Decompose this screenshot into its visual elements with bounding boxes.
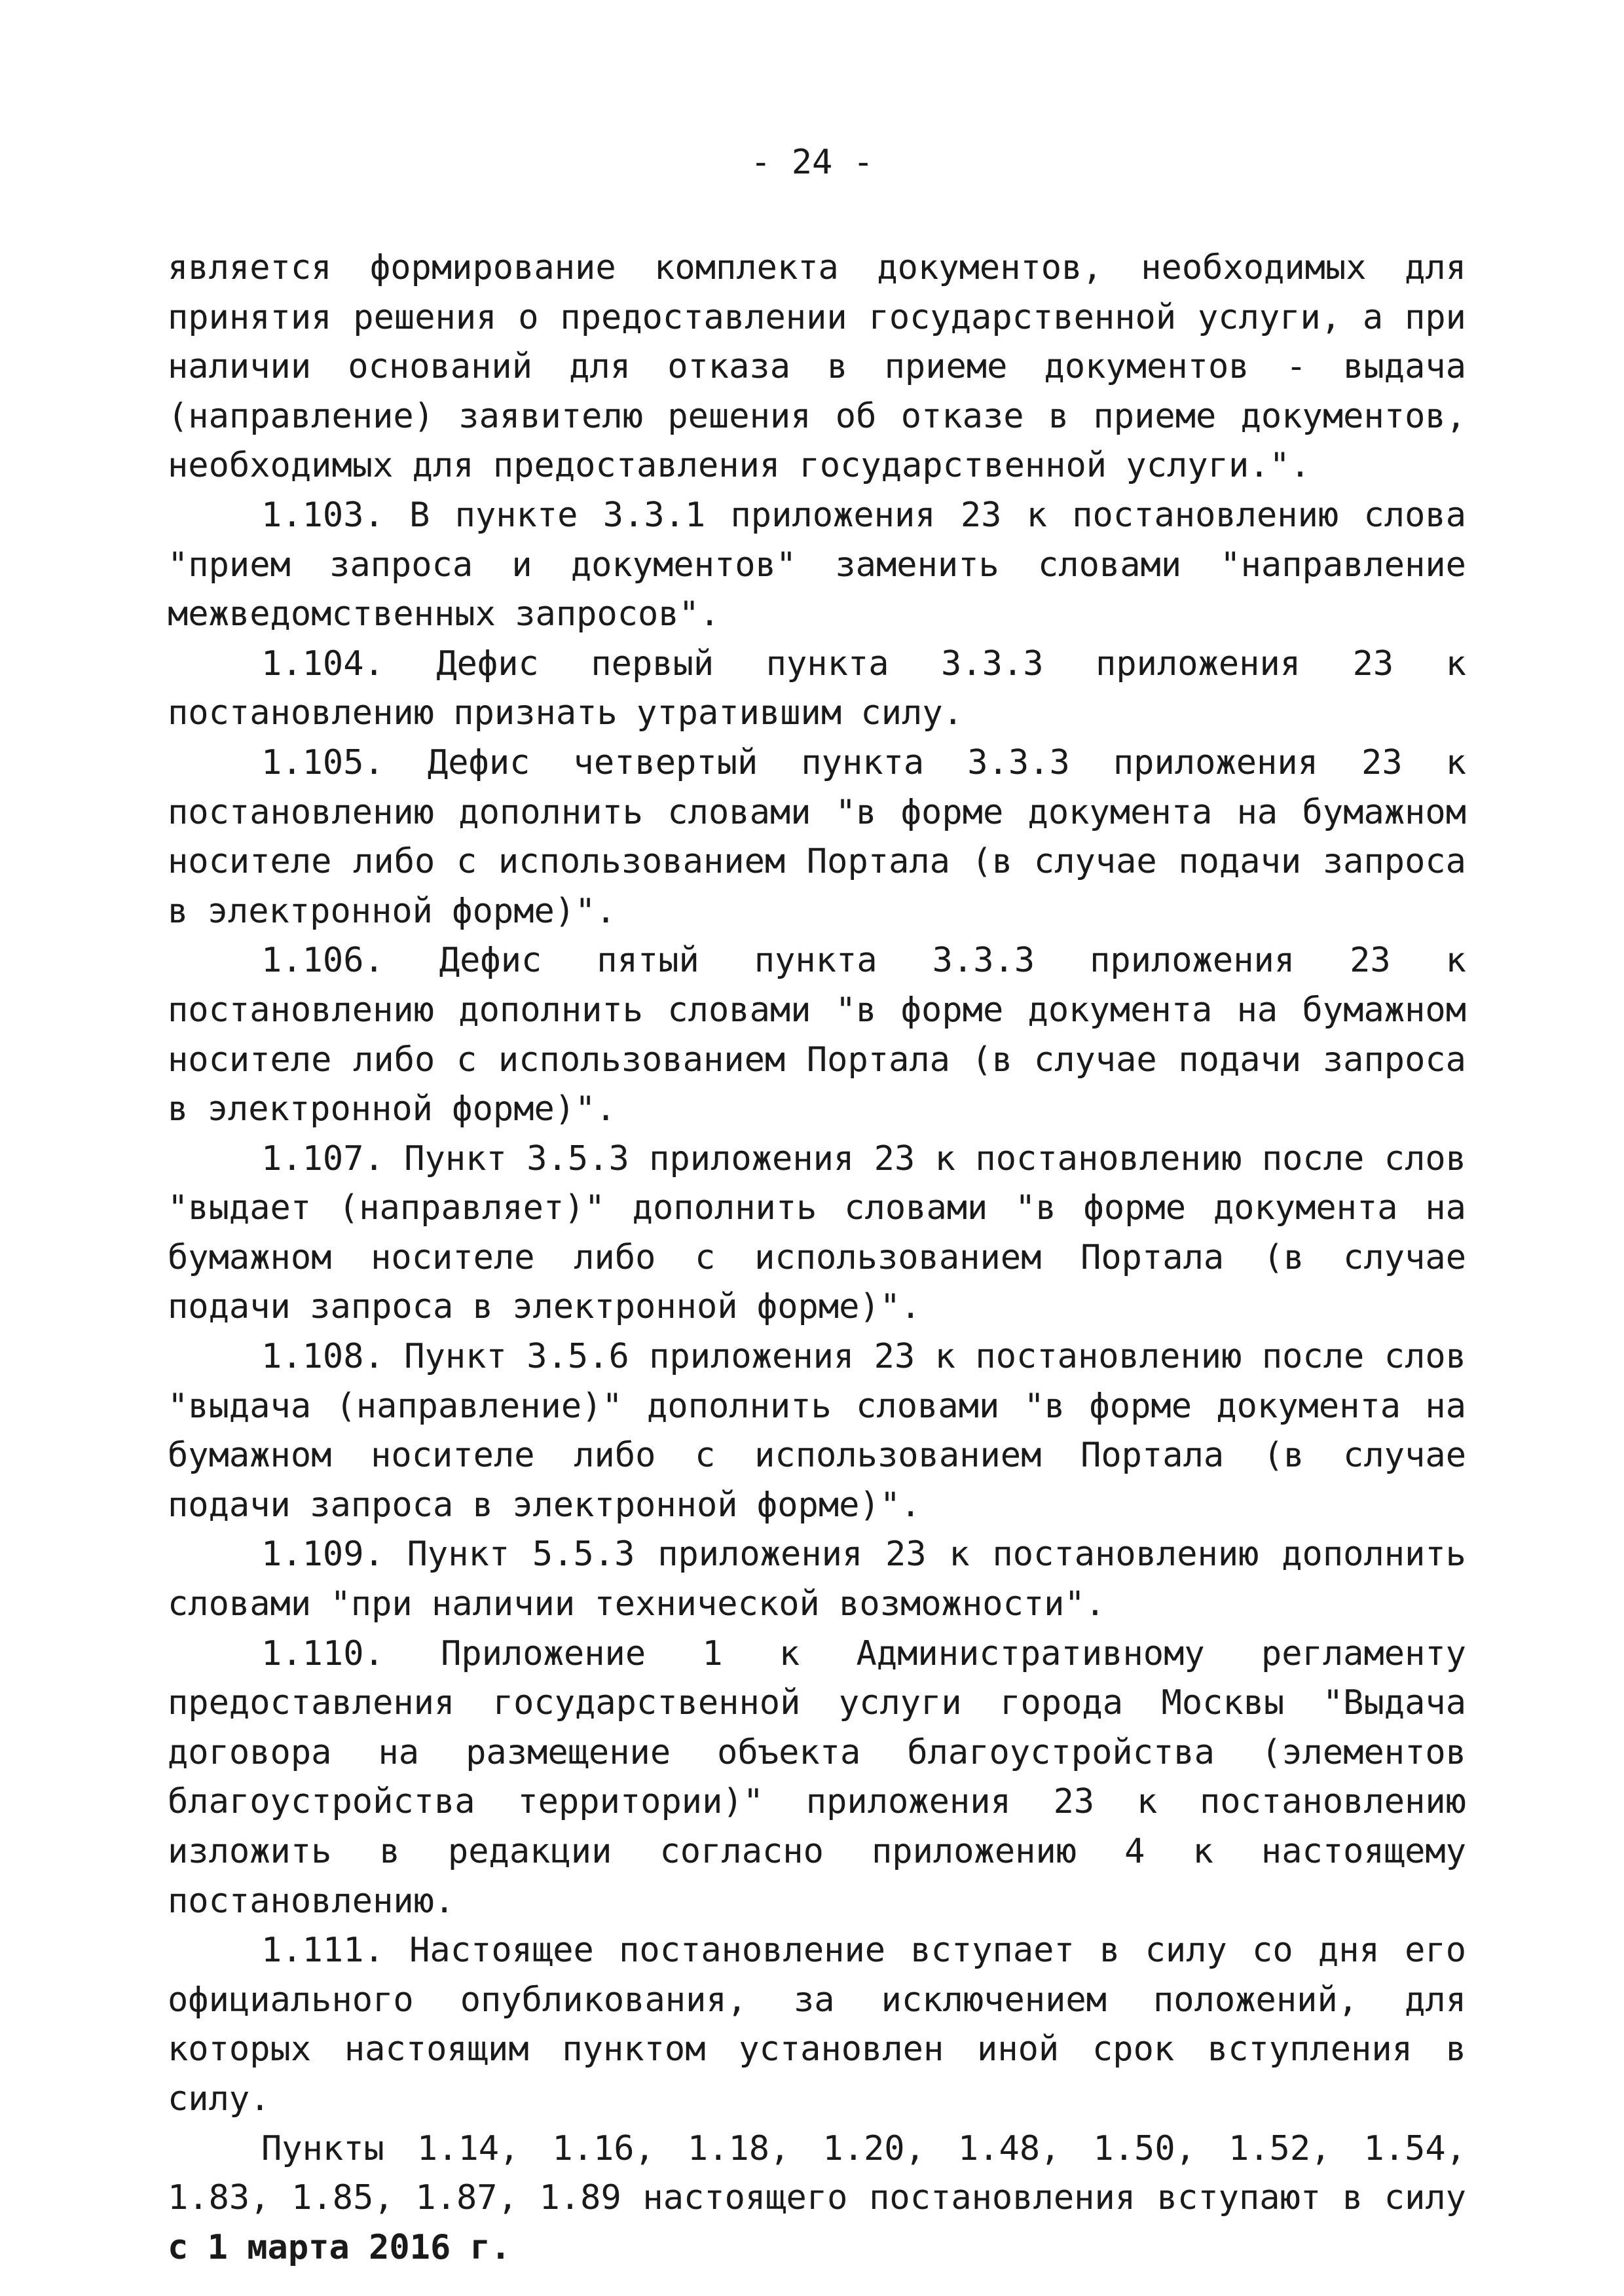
paragraph-1-106: 1.106. Дефис пятый пункта 3.3.3 приложения 23 к постановлению дополнить словами "в форме документа на бумажном носителе либо с использованием Портала (в случае подачи запроса в электронной форме)". xyxy=(168,941,1466,1129)
paragraph-1-109: 1.109. Пункт 5.5.3 приложения 23 к постановлению дополнить словами "при наличии технической возможности". xyxy=(168,1535,1466,1624)
effective-date-bold: с 1 марта 2016 г. xyxy=(168,2227,511,2267)
paragraph-1-108: 1.108. Пункт 3.5.6 приложения 23 к постановлению после слов "выдача (направление)" дополнить словами "в форме документа на бумажном носителе либо с использованием Портала (в случае подачи запроса в электронной форме)". xyxy=(168,1337,1466,1525)
paragraph-1-111: 1.111. Настоящее постановление вступает в силу со дня его официального опубликования, за исключением положений, для которых настоящим пунктом установлен иной срок вступления в силу. xyxy=(168,1931,1466,2119)
paragraph-1-104: 1.104. Дефис первый пункта 3.3.3 приложения 23 к постановлению признать утратившим силу. xyxy=(168,644,1466,733)
paragraph-1-105: 1.105. Дефис четвертый пункта 3.3.3 приложения 23 к постановлению дополнить словами "в форме документа на бумажном носителе либо с использованием Портала (в случае подачи запроса в электронной форме)". xyxy=(168,742,1466,931)
paragraph-effective-dates xyxy=(168,2124,1466,2273)
paragraph-continuation: является формирование комплекта документов, необходимых для принятия решения о предоставлении государственной услуги, а при наличии оснований для отказа в приеме документов - выдача (направление) заявителю решения об отказе в приеме документов, необходимых для предоставления государственной услуги.". xyxy=(168,248,1466,486)
paragraph-1-107: 1.107. Пункт 3.5.3 приложения 23 к постановлению после слов "выдает (направляет)" дополнить словами "в форме документа на бумажном носителе либо с использованием Портала (в случае подачи запроса в электронной форме)". xyxy=(168,1139,1466,1327)
paragraph-1-110: 1.110. Приложение 1 к Административному регламенту предоставления государственной услуги города Москвы "Выдача договора на размещение объекта благоустройства (элементов благоустройства территории)" приложения 23 к постановлению изложить в редакции согласно приложению 4 к настоящему постановлению. xyxy=(168,1633,1466,1921)
page-number: - 24 - xyxy=(750,143,874,182)
document-body xyxy=(168,244,1466,2272)
paragraph-1-103: 1.103. В пункте 3.3.1 приложения 23 к постановлению слова "прием запроса и документов" заменить словами "направление межведомственных запросов". xyxy=(168,495,1466,634)
effective-dates-text: Пункты 1.14, 1.16, 1.18, 1.20, 1.48, 1.50, 1.52, 1.54, 1.83, 1.85, 1.87, 1.89 настоящего постановления вступают в силу xyxy=(168,2128,1466,2218)
